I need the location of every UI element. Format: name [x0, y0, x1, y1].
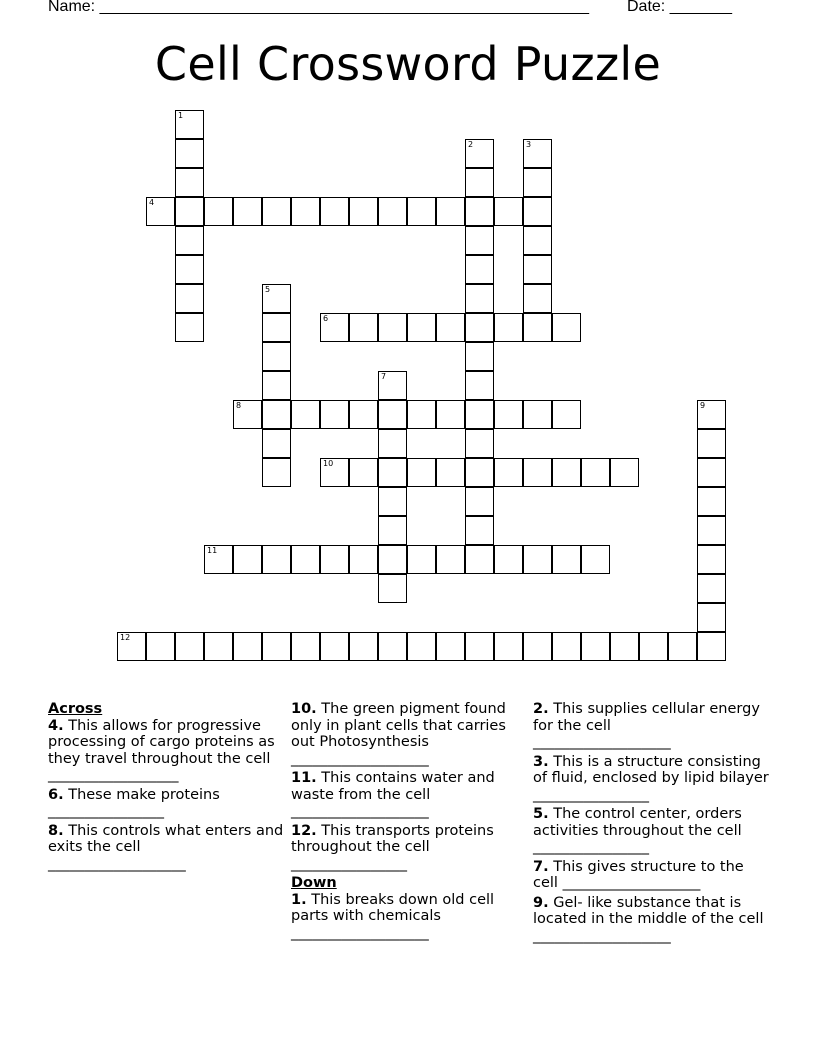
- clue-number: 4.: [48, 717, 64, 734]
- grid-cell[interactable]: [262, 458, 291, 487]
- grid-cell[interactable]: [552, 458, 581, 487]
- clue-number: 12.: [291, 822, 317, 839]
- grid-cell[interactable]: [465, 284, 494, 313]
- grid-cell[interactable]: [378, 574, 407, 603]
- grid-cell[interactable]: [436, 458, 465, 487]
- grid-cell[interactable]: [494, 197, 523, 226]
- clue-down-1: [291, 892, 527, 942]
- grid-cell[interactable]: [233, 632, 262, 661]
- grid-cell[interactable]: [523, 168, 552, 197]
- answer-blank: ___________________: [48, 855, 186, 872]
- grid-cell[interactable]: [175, 226, 204, 255]
- answer-blank: ________________: [48, 803, 164, 819]
- clue-number: 5.: [533, 806, 549, 822]
- clue-text: Gel- like substance that is located in the middle of the cell: [533, 894, 764, 927]
- clues-column-3: [533, 701, 773, 947]
- grid-cell[interactable]: [291, 545, 320, 574]
- clue-across-12: [291, 823, 527, 873]
- answer-blank: ________________: [291, 855, 407, 872]
- grid-cell[interactable]: [465, 458, 494, 487]
- clue-number-label: 2: [468, 140, 474, 149]
- grid-cell[interactable]: [552, 632, 581, 661]
- grid-cell[interactable]: [436, 313, 465, 342]
- clue-number-label: 12: [120, 633, 131, 642]
- grid-cell[interactable]: [378, 545, 407, 574]
- grid-cell[interactable]: [697, 574, 726, 603]
- clue-across-10: [291, 701, 527, 767]
- grid-cell[interactable]: [697, 429, 726, 458]
- answer-blank: ___________________: [291, 803, 429, 819]
- grid-cell[interactable]: [697, 458, 726, 487]
- grid-cell[interactable]: [552, 313, 581, 342]
- grid-cell[interactable]: [117, 632, 146, 661]
- answer-blank: ________________: [533, 786, 649, 803]
- clue-number-label: 5: [265, 285, 271, 294]
- grid-cell[interactable]: [407, 545, 436, 574]
- grid-cell[interactable]: [204, 545, 233, 574]
- grid-cell[interactable]: [262, 429, 291, 458]
- grid-cell[interactable]: [407, 313, 436, 342]
- grid-cell[interactable]: [523, 400, 552, 429]
- grid-cell[interactable]: [523, 139, 552, 168]
- grid-cell[interactable]: [175, 313, 204, 342]
- clue-number-label: 1: [178, 111, 184, 120]
- grid-cell[interactable]: [494, 458, 523, 487]
- answer-blank: ___________________: [291, 750, 429, 767]
- grid-cell[interactable]: [349, 632, 378, 661]
- answer-blank: ___________________: [291, 924, 429, 941]
- clues-column-1: [48, 701, 284, 875]
- grid-cell[interactable]: [262, 284, 291, 313]
- grid-cell[interactable]: [523, 197, 552, 226]
- clue-number-label: 11: [207, 546, 218, 555]
- clue-text: The control center, orders activities throughout the cell: [533, 806, 742, 839]
- grid-cell[interactable]: [697, 603, 726, 632]
- grid-cell[interactable]: [378, 197, 407, 226]
- grid-cell[interactable]: [465, 429, 494, 458]
- grid-cell[interactable]: [465, 371, 494, 400]
- clue-number: 9.: [533, 894, 549, 911]
- grid-cell[interactable]: [175, 139, 204, 168]
- grid-cell[interactable]: [523, 226, 552, 255]
- grid-cell[interactable]: [146, 632, 175, 661]
- grid-cell[interactable]: [581, 632, 610, 661]
- clue-across-8: [48, 823, 284, 873]
- grid-cell[interactable]: [581, 545, 610, 574]
- grid-cell[interactable]: [349, 400, 378, 429]
- grid-cell[interactable]: [175, 255, 204, 284]
- grid-cell[interactable]: [697, 516, 726, 545]
- clue-number-label: 10: [323, 459, 334, 468]
- grid-cell[interactable]: [523, 255, 552, 284]
- answer-blank: ___________________: [533, 734, 671, 750]
- clue-number-label: 4: [149, 198, 155, 207]
- grid-cell[interactable]: [378, 429, 407, 458]
- grid-cell[interactable]: [262, 400, 291, 429]
- clue-number: 6.: [48, 786, 64, 803]
- clue-number-label: 6: [323, 314, 329, 323]
- clue-text: These make proteins: [68, 786, 220, 803]
- grid-cell[interactable]: [494, 545, 523, 574]
- grid-cell[interactable]: [320, 197, 349, 226]
- clue-number: 8.: [48, 822, 64, 839]
- grid-cell[interactable]: [291, 400, 320, 429]
- grid-cell[interactable]: [262, 371, 291, 400]
- grid-cell[interactable]: [262, 313, 291, 342]
- clue-text: The green pigment found only in plant cells that carries out Photosynthesis: [291, 701, 506, 750]
- grid-cell[interactable]: [465, 255, 494, 284]
- grid-cell[interactable]: [407, 458, 436, 487]
- grid-cell[interactable]: [697, 487, 726, 516]
- grid-cell[interactable]: [407, 197, 436, 226]
- grid-cell[interactable]: [320, 458, 349, 487]
- grid-cell[interactable]: [378, 632, 407, 661]
- grid-cell[interactable]: [494, 632, 523, 661]
- grid-cell[interactable]: [465, 545, 494, 574]
- clue-across-11: [291, 770, 527, 820]
- clue-number: 1.: [291, 891, 307, 908]
- grid-cell[interactable]: [204, 197, 233, 226]
- clue-text: This allows for progressive processing of cargo proteins as they travel throughout the cell: [48, 717, 275, 767]
- grid-cell[interactable]: [233, 197, 262, 226]
- down-heading: Down: [291, 875, 337, 891]
- clues-column-2: [291, 701, 527, 944]
- clue-down-3: [533, 754, 773, 804]
- grid-cell[interactable]: [320, 400, 349, 429]
- clue-down-7: [533, 859, 773, 892]
- clue-text: This supplies cellular energy for the cell: [533, 701, 760, 734]
- grid-cell[interactable]: [262, 632, 291, 661]
- grid-cell[interactable]: [175, 110, 204, 139]
- page-title: Cell Crossword Puzzle: [154, 37, 662, 91]
- grid-cell[interactable]: [465, 342, 494, 371]
- grid-cell[interactable]: [262, 545, 291, 574]
- grid-cell[interactable]: [262, 342, 291, 371]
- grid-cell[interactable]: [465, 516, 494, 545]
- grid-cell[interactable]: [320, 632, 349, 661]
- grid-cell[interactable]: [436, 197, 465, 226]
- clue-across-4: [48, 718, 284, 784]
- grid-cell[interactable]: [378, 487, 407, 516]
- answer-blank: ___________________: [562, 875, 701, 891]
- clue-number-label: 3: [526, 140, 532, 149]
- clue-down-9: [533, 895, 773, 945]
- clue-number-label: 9: [700, 401, 706, 410]
- grid-cell[interactable]: [436, 545, 465, 574]
- grid-cell[interactable]: [146, 197, 175, 226]
- grid-cell[interactable]: [175, 168, 204, 197]
- name-field: Name: _______________________________________________________: [48, 0, 589, 15]
- grid-cell[interactable]: [465, 197, 494, 226]
- grid-cell[interactable]: [697, 400, 726, 429]
- grid-cell[interactable]: [465, 313, 494, 342]
- clue-number: 11.: [291, 770, 317, 786]
- grid-cell[interactable]: [436, 400, 465, 429]
- grid-cell[interactable]: [204, 632, 233, 661]
- grid-cell[interactable]: [639, 632, 668, 661]
- grid-cell[interactable]: [320, 545, 349, 574]
- clue-number: 10.: [291, 701, 317, 717]
- answer-blank: ________________: [533, 839, 649, 855]
- clue-text: This contains water and waste from the cell: [291, 770, 495, 803]
- grid-cell[interactable]: [552, 400, 581, 429]
- grid-cell[interactable]: [378, 371, 407, 400]
- clue-number-label: 8: [236, 401, 242, 410]
- grid-cell[interactable]: [494, 400, 523, 429]
- grid-cell[interactable]: [175, 632, 204, 661]
- grid-cell[interactable]: [175, 284, 204, 313]
- clue-down-5: [533, 806, 773, 856]
- grid-cell[interactable]: [378, 458, 407, 487]
- clue-text: This gives structure to the cell: [533, 858, 744, 891]
- clue-number: 3.: [533, 753, 549, 770]
- grid-cell[interactable]: [233, 545, 262, 574]
- grid-cell[interactable]: [349, 313, 378, 342]
- grid-cell[interactable]: [581, 458, 610, 487]
- grid-cell[interactable]: [378, 313, 407, 342]
- grid-cell[interactable]: [291, 197, 320, 226]
- grid-cell[interactable]: [523, 632, 552, 661]
- grid-cell[interactable]: [349, 197, 378, 226]
- answer-blank: ___________________: [533, 927, 671, 944]
- clue-text: This is a structure consisting of fluid, enclosed by lipid bilayer: [533, 753, 769, 786]
- grid-cell[interactable]: [494, 313, 523, 342]
- grid-cell[interactable]: [697, 632, 726, 661]
- grid-cell[interactable]: [407, 632, 436, 661]
- across-heading: Across: [48, 701, 103, 717]
- grid-cell[interactable]: [465, 139, 494, 168]
- clue-text: This breaks down old cell parts with chemicals: [291, 891, 495, 924]
- clue-number: 2.: [533, 701, 549, 717]
- clue-number: 7.: [533, 858, 549, 875]
- grid-cell[interactable]: [465, 226, 494, 255]
- grid-cell[interactable]: [523, 458, 552, 487]
- grid-cell[interactable]: [610, 632, 639, 661]
- grid-cell[interactable]: [407, 400, 436, 429]
- grid-cell[interactable]: [523, 313, 552, 342]
- clue-text: This controls what enters and exits the cell: [48, 822, 284, 855]
- grid-cell[interactable]: [610, 458, 639, 487]
- grid-cell[interactable]: [175, 197, 204, 226]
- grid-cell[interactable]: [465, 632, 494, 661]
- clue-text: This transports proteins throughout the cell: [291, 822, 494, 855]
- grid-cell[interactable]: [320, 313, 349, 342]
- grid-cell[interactable]: [436, 632, 465, 661]
- grid-cell[interactable]: [349, 458, 378, 487]
- grid-cell[interactable]: [668, 632, 697, 661]
- grid-cell[interactable]: [465, 487, 494, 516]
- grid-cell[interactable]: [523, 545, 552, 574]
- answer-blank: __________________: [48, 767, 179, 783]
- clue-down-2: [533, 701, 773, 751]
- grid-cell[interactable]: [523, 284, 552, 313]
- grid-cell[interactable]: [262, 197, 291, 226]
- clue-number-label: 7: [381, 372, 387, 381]
- grid-cell[interactable]: [233, 400, 262, 429]
- grid-cell[interactable]: [552, 545, 581, 574]
- grid-cell[interactable]: [465, 400, 494, 429]
- grid-cell[interactable]: [378, 400, 407, 429]
- grid-cell[interactable]: [291, 632, 320, 661]
- grid-cell[interactable]: [465, 168, 494, 197]
- clue-across-6: [48, 787, 284, 820]
- date-field: Date: _______: [627, 0, 732, 15]
- grid-cell[interactable]: [378, 516, 407, 545]
- grid-cell[interactable]: [349, 545, 378, 574]
- grid-cell[interactable]: [697, 545, 726, 574]
